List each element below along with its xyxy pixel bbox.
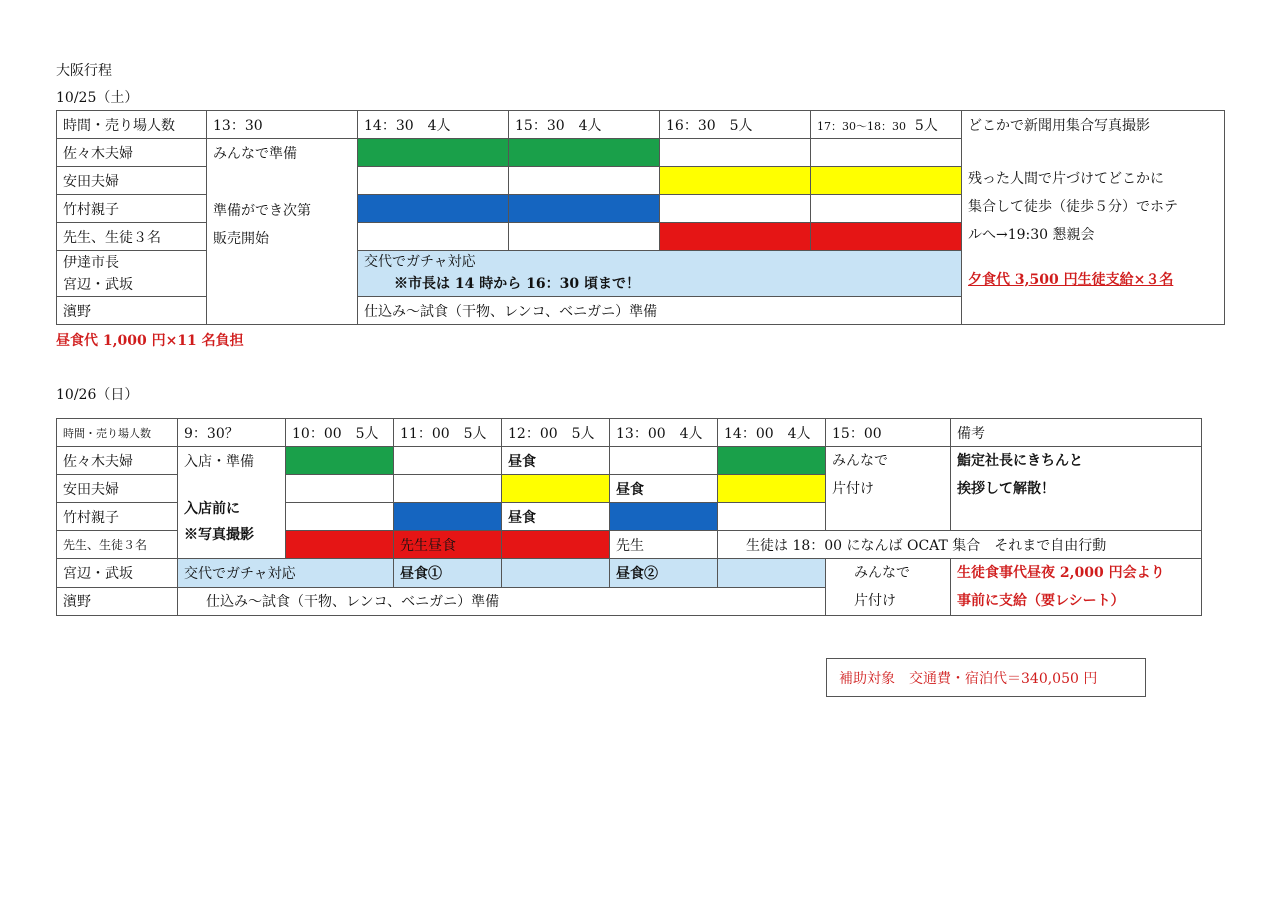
lunch1: 昼食①: [394, 559, 502, 588]
slot-green: [358, 139, 509, 167]
slot-empty: [660, 195, 811, 223]
header-1730-count: 5人: [914, 117, 938, 134]
header-1200: 12：00 5人: [502, 419, 610, 447]
slot-empty: [286, 475, 394, 503]
header-remarks: 備考: [951, 419, 1202, 447]
remark-cell: [951, 447, 1202, 531]
lunch-fee-note: 昼食代 1,000 円×11 名負担: [56, 333, 244, 349]
header-1730: [811, 111, 962, 139]
meal-line-2: 事前に支給（要レシート）: [957, 593, 1125, 609]
slot-green: [509, 139, 660, 167]
header-1330: 13：30: [207, 111, 358, 139]
cleanup-note-2: 集合して徒歩（徒歩５分）でホテ: [968, 199, 1178, 215]
gacha-slot: [502, 559, 610, 588]
ready-line-1: 準備ができ次第: [213, 202, 311, 219]
row-yasuda: 安田夫婦: [57, 167, 207, 195]
slot-empty: [660, 139, 811, 167]
lunch2: 昼食②: [610, 559, 718, 588]
slot-red: [502, 531, 610, 559]
header-1430: 14：30 4人: [358, 111, 509, 139]
slot-yellow: [811, 167, 962, 195]
photo-note: どこかで新聞用集合写真撮影: [968, 118, 1150, 134]
subsidy-box: [826, 658, 1146, 697]
teacher-lunch: 先生昼食: [394, 531, 502, 559]
row-miyabe: 宮辺・武坂: [63, 276, 133, 293]
row-miyabe: 宮辺・武坂: [57, 559, 178, 588]
slot-empty: [811, 195, 962, 223]
slot-yellow: [660, 167, 811, 195]
day1-date: 10/25（土）: [56, 90, 139, 106]
slot-empty: [286, 503, 394, 531]
row-takemura: 竹村親子: [57, 503, 178, 531]
slot-empty: [718, 503, 826, 531]
prep-cell: [207, 139, 358, 195]
slot-blue: [358, 195, 509, 223]
header-1100: 11：00 5人: [394, 419, 502, 447]
before-line-2: ※写真撮影: [184, 527, 254, 543]
row-date: 伊達市長: [63, 254, 119, 271]
together2-cell: [826, 559, 951, 616]
row-yasuda: 安田夫婦: [57, 475, 178, 503]
slot-empty: [509, 223, 660, 251]
slot-green: [286, 447, 394, 475]
slot-yellow: [718, 475, 826, 503]
slot-red: [286, 531, 394, 559]
row-takemura: 竹村親子: [57, 195, 207, 223]
lunch-label: 昼食: [610, 475, 718, 503]
hamano-prep: 仕込み〜試食（干物、レンコ、ベニガニ）準備: [358, 297, 1225, 325]
slot-red: [660, 223, 811, 251]
row-date-miyabe: [57, 251, 207, 297]
meal-note-cell: [951, 559, 1202, 616]
header-1000: 10：00 5人: [286, 419, 394, 447]
slot-empty: [394, 475, 502, 503]
row-hamano: 濱野: [57, 297, 207, 325]
together-cell: [826, 447, 951, 531]
before-line-1: 入店前に: [184, 501, 240, 517]
together-line-2: 片付け: [832, 481, 874, 497]
gacha-cell: [358, 251, 962, 297]
slot-red: [811, 223, 962, 251]
header-1300: 13：00 4人: [610, 419, 718, 447]
slot-empty: [610, 447, 718, 475]
together2-line-1: みんなで: [854, 565, 910, 581]
day2-schedule-table: [56, 418, 1202, 616]
slot-blue: [509, 195, 660, 223]
ready-line-2: 販売開始: [213, 230, 269, 247]
gacha-slot: [718, 559, 826, 588]
meal-line-1: 生徒食事代昼夜 2,000 円会より: [957, 565, 1165, 581]
cleanup-note-1: 残った人間で片づけてどこかに: [968, 171, 1164, 187]
slot-yellow: [502, 475, 610, 503]
together2-line-2: 片付け: [854, 593, 896, 609]
day1-remarks: [962, 111, 1225, 325]
header-1500: 15：00: [826, 419, 951, 447]
header-1730-time: 17：30〜18：30: [817, 119, 906, 133]
header-1400: 14：00 4人: [718, 419, 826, 447]
row-teacher: 先生、生徒３名: [57, 531, 178, 559]
row-teacher: 先生、生徒３名: [57, 223, 207, 251]
slot-blue: [394, 503, 502, 531]
enter-cell: 入店・準備: [178, 447, 286, 475]
together-line-1: みんなで: [832, 453, 888, 469]
subsidy-text: 補助対象 交通費・宿泊代＝340,050 円: [839, 671, 1098, 687]
cleanup-note-3: ルへ→19:30 懇親会: [968, 227, 1095, 243]
gacha-text: 交代でガチャ対応: [364, 254, 476, 270]
prep-text: みんなで準備: [213, 146, 297, 162]
mayor-note: ※市長は 14 時から 16：30 頃まで！: [394, 276, 640, 292]
page-title: 大阪行程: [56, 63, 112, 79]
row-hamano: 濱野: [57, 587, 178, 616]
day1-schedule-table: [56, 110, 1225, 325]
header-1630: 16：30 5人: [660, 111, 811, 139]
row-sasaki: 佐々木夫婦: [57, 447, 178, 475]
lunch-label: 昼食: [502, 503, 610, 531]
header-time: 時間・売り場人数: [57, 419, 178, 447]
slot-green: [718, 447, 826, 475]
ready-cell: [207, 195, 358, 325]
gacha-cell: 交代でガチャ対応: [178, 559, 394, 588]
slot-blue: [610, 503, 718, 531]
header-time: 時間・売り場人数: [57, 111, 207, 139]
teacher-label: 先生: [610, 531, 718, 559]
lunch-label: 昼食: [502, 447, 610, 475]
slot-empty: [811, 139, 962, 167]
slot-empty: [509, 167, 660, 195]
remark-line-1: 鮨定社長にきちんと: [957, 453, 1083, 469]
students-note: 生徒は 18：00 になんば OCAT 集合 それまで自由行動: [718, 531, 1202, 559]
slot-empty: [394, 447, 502, 475]
row-sasaki: 佐々木夫婦: [57, 139, 207, 167]
hamano-prep: 仕込み〜試食（干物、レンコ、ベニガニ）準備: [178, 587, 826, 616]
before-cell: [178, 475, 286, 559]
day2-date: 10/26（日）: [56, 387, 139, 403]
dinner-note: 夕食代 3,500 円生徒支給×３名: [968, 272, 1174, 288]
header-0930: 9：30？: [178, 419, 286, 447]
remark-line-2: 挨拶して解散！: [957, 481, 1055, 497]
header-1530: 15：30 4人: [509, 111, 660, 139]
slot-empty: [358, 167, 509, 195]
slot-empty: [358, 223, 509, 251]
